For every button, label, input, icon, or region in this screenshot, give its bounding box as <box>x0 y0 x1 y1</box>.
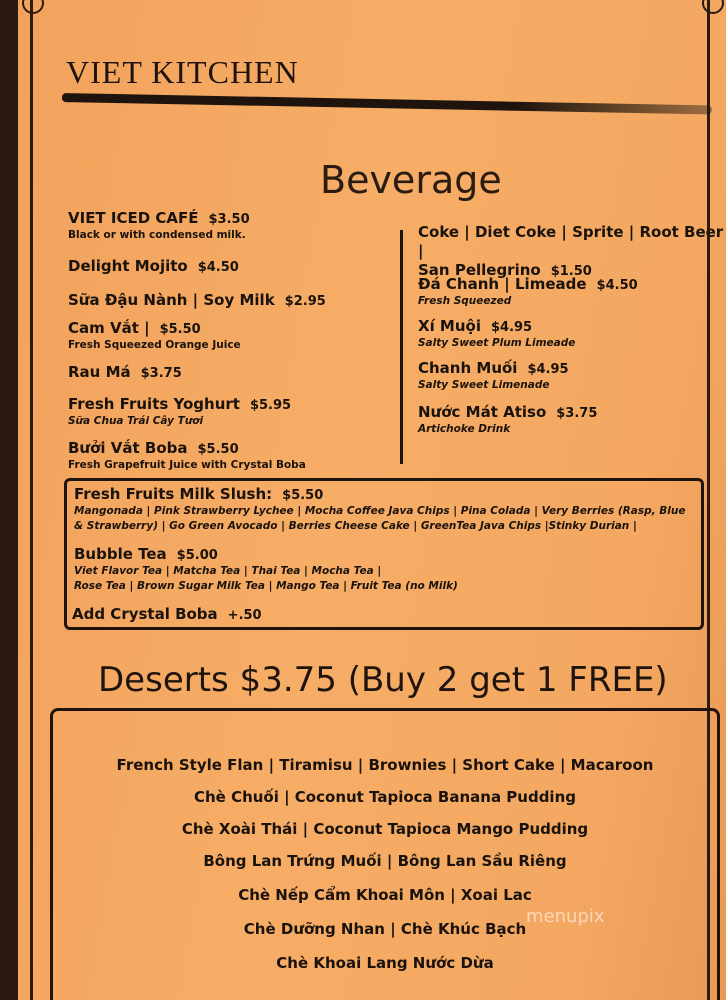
item-name: Delight Mojito <box>68 257 188 275</box>
item-name: Đá Chanh | Limeade <box>418 275 587 293</box>
item-price: $3.50 <box>208 212 250 227</box>
desert-line: Chè Nếp Cẩm Khoai Môn | Xoai Lac <box>238 886 532 904</box>
menu-item <box>68 438 306 471</box>
deserts-heading: Deserts $3.75 (Buy 2 get 1 FREE) <box>98 660 668 700</box>
menu-item <box>418 316 575 349</box>
menu-item <box>68 394 291 427</box>
item-desc: Salty Sweet Plum Limeade <box>418 337 576 349</box>
bubble-flavors-line: Viet Flavor Tea | Matcha Tea | Thai Tea | Mocha Tea | <box>74 565 382 577</box>
menu-item <box>72 604 262 623</box>
item-price: $5.50 <box>197 442 239 457</box>
item-name: Bubble Tea <box>74 545 167 563</box>
menu-item <box>68 362 182 381</box>
item-name: Fresh Fruits Milk Slush: <box>74 485 273 503</box>
item-price: $3.75 <box>140 366 182 381</box>
item-name: Fresh Fruits Yoghurt <box>68 395 240 413</box>
item-desc: Artichoke Drink <box>418 423 511 435</box>
desert-line: Chè Dưỡng Nhan | Chè Khúc Bạch <box>243 920 527 938</box>
menu-item <box>74 484 323 503</box>
item-desc: Black or with condensed milk. <box>68 229 246 241</box>
menu-item <box>68 256 239 275</box>
item-desc: Fresh Grapefruit Juice with Crystal Boba <box>68 459 306 471</box>
menu-item <box>418 222 726 279</box>
item-price: $4.95 <box>527 362 569 377</box>
item-price: $1.50 <box>550 264 592 279</box>
desert-line: Chè Chuối | Coconut Tapioca Banana Pudding <box>193 788 576 806</box>
item-price: $4.50 <box>197 260 239 275</box>
restaurant-title: VIET KITCHEN <box>66 54 299 90</box>
bubble-flavors-line: Rose Tea | Brown Sugar Milk Tea | Mango Tea | Fruit Tea (no Milk) <box>74 580 458 592</box>
item-name: Bưởi Vắt Boba <box>68 439 188 457</box>
item-price: $5.00 <box>176 548 218 563</box>
menu-item <box>418 358 569 391</box>
menu-item <box>74 544 218 563</box>
item-desc: Fresh Squeezed <box>418 295 512 307</box>
menu-item <box>68 318 241 351</box>
item-price: $5.95 <box>249 398 292 413</box>
desert-line: French Style Flan | Tiramisu | Brownies | Short Cake | Macaroon <box>116 756 654 774</box>
item-price: $5.50 <box>159 322 201 337</box>
item-name: Sữa Đậu Nành | Soy Milk <box>68 291 275 309</box>
item-price: $3.75 <box>556 406 598 421</box>
watermark-logo: menupix <box>526 906 605 927</box>
item-name: Coke | Diet Coke | Sprite | Root Beer | <box>418 223 724 260</box>
item-name: Nước Mát Atiso <box>418 403 547 421</box>
item-price: $4.95 <box>490 320 533 335</box>
item-desc: Sữa Chua Trái Cây Tươi <box>68 415 204 427</box>
item-name: Cam Vắt | <box>68 319 150 337</box>
desert-line: Bông Lan Trứng Muối | Bông Lan Sầu Riêng <box>203 852 567 870</box>
item-desc: Salty Sweet Limenade <box>418 379 550 391</box>
slush-flavors-line: & Strawberry) | Go Green Avocado | Berries Cheese Cake | GreenTea Java Chips |Stinky Durian | <box>74 520 637 532</box>
item-desc: Fresh Squeezed Orange Juice <box>68 339 241 351</box>
slush-flavors-line: Mangonada | Pink Strawberry Lychee | Mocha Coffee Java Chips | Pina Colada | Very Berries (Rasp, Blue <box>74 505 686 517</box>
item-name: Xí Muội <box>418 317 481 335</box>
menu-item <box>418 402 597 435</box>
menu-item <box>418 274 638 307</box>
item-price: +.50 <box>227 608 262 623</box>
desert-line: Chè Xoài Thái | Coconut Tapioca Mango Pudding <box>181 820 589 838</box>
menu-item <box>68 290 326 309</box>
beverage-heading: Beverage <box>320 158 502 202</box>
item-name: Add Crystal Boba <box>72 605 218 623</box>
item-name-line2: San Pellegrino <box>418 261 541 279</box>
item-price: $4.50 <box>596 278 638 293</box>
item-name: Chanh Muối <box>418 359 518 377</box>
item-name: Rau Má <box>68 363 131 381</box>
item-price: $5.50 <box>282 488 324 503</box>
column-divider <box>400 230 403 464</box>
menu-item <box>68 208 250 241</box>
item-name: VIET ICED CAFÉ <box>68 209 199 227</box>
desert-line: Chè Khoai Lang Nước Dừa <box>276 954 494 972</box>
item-price: $2.95 <box>284 294 326 309</box>
